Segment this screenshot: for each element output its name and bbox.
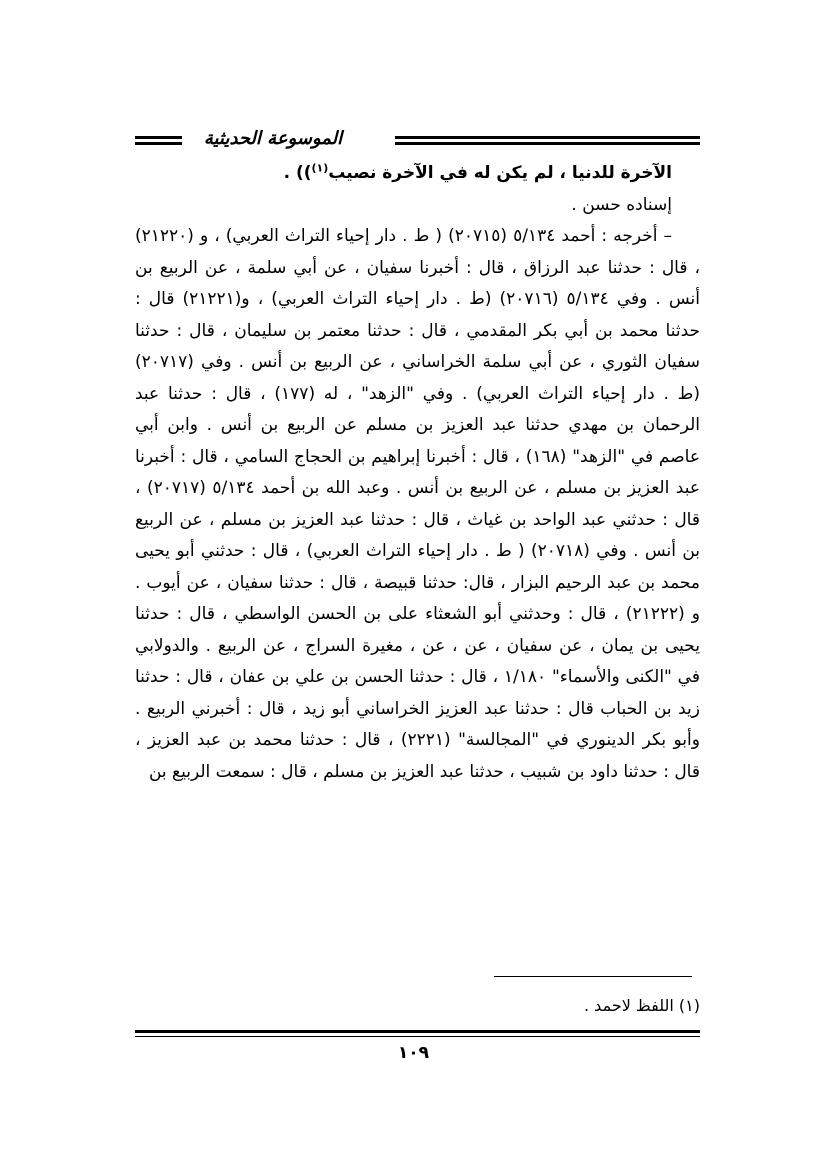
header-title: الموسوعة الحديثية [203, 128, 343, 149]
main-text [135, 158, 700, 788]
header-rule-right [395, 136, 700, 148]
footnote-marker: (١) [311, 161, 329, 175]
page-number: ١٠٩ [397, 1043, 430, 1063]
hadith-ending-text: الآخرة للدنيا ، لم يكن له في الآخرة نصيب [328, 163, 672, 183]
hadith-ending-close: )) . [283, 163, 312, 183]
takhrij-paragraph: – أخرجه : أحمد ٥/١٣٤ (٢٠٧١٥) ( ط . دار إحياء التراث العربي) ، و (٢١٢٢٠) ، قال : حدثنا عبد الرزاق ، قال : أخبرنا سفيان ، عن أبي سلمة ، عن الربيع بن أنس . وفي ٥/١٣٤ (٢٠٧١٦) (ط . دار إحياء التراث العربي) ، و(٢١٢٢١) قال : حدثنا محمد بن أبي بكر المقدمي ، قال : حدثنا معتمر بن سليمان ، قال : حدثنا سفيان الثوري ، عن أبي سلمة الخراساني ، عن الربيع بن أنس . وفي (٢٠٧١٧) (ط . دار إحياء التراث العربي) . وفي "الزهد" ، له (١٧٧) ، قال : حدثنا عبد الرحمان بن مهدي حدثنا عبد العزيز بن مسلم عن الربيع بن أنس . وابن أبي عاصم في "الزهد" (١٦٨) ، قال : أخبرنا إبراهيم بن الحجاج السامي ، قال : أخبرنا عبد العزيز بن مسلم ، عن الربيع بن أنس . وعبد الله بن أحمد ٥/١٣٤ (٢٠٧١٧) ، قال : حدثني عبد الواحد بن غياث ، قال : حدثنا عبد العزيز بن مسلم ، عن الربيع بن أنس . وفي (٢٠٧١٨) ( ط . دار إحياء التراث العربي) ، قال : حدثني أبو يحيى محمد بن عبد الرحيم البزار ، قال: حدثنا قبيصة ، قال : حدثنا سفيان ، عن أيوب . و (٢١٢٢٢) ، قال : وحدثني أبو الشعثاء على بن الحسن الواسطي ، قال : حدثنا يحيى بن يمان ، عن سفيان ، عن ، عن ، مغيرة السراج ، عن الربيع . والدولابي في "الكنى والأسماء" ١/١٨٠ ، قال : حدثنا الحسن بن علي بن عفان ، قال : حدثنا زيد بن الحباب قال : حدثنا عبد العزيز الخراساني أبو زيد ، قال : أخبرني الربيع . وأبو بكر الدينوري في "المجالسة" (٢٢٢١) ، قال : حدثنا محمد بن عبد العزيز ، قال : حدثنا داود بن شبيب ، حدثنا عبد العزيز بن مسلم ، قال : سمعت الربيع بن [135, 226, 701, 782]
footnote-separator [494, 976, 692, 977]
hadith-ending [135, 158, 700, 190]
page-header [135, 120, 700, 162]
header-rule-left [135, 136, 182, 148]
isnad-grade: إسناده حسن . [571, 194, 672, 215]
footnote: (١) اللفظ لاحمد . [584, 996, 700, 1015]
footer-rule [135, 1030, 700, 1037]
